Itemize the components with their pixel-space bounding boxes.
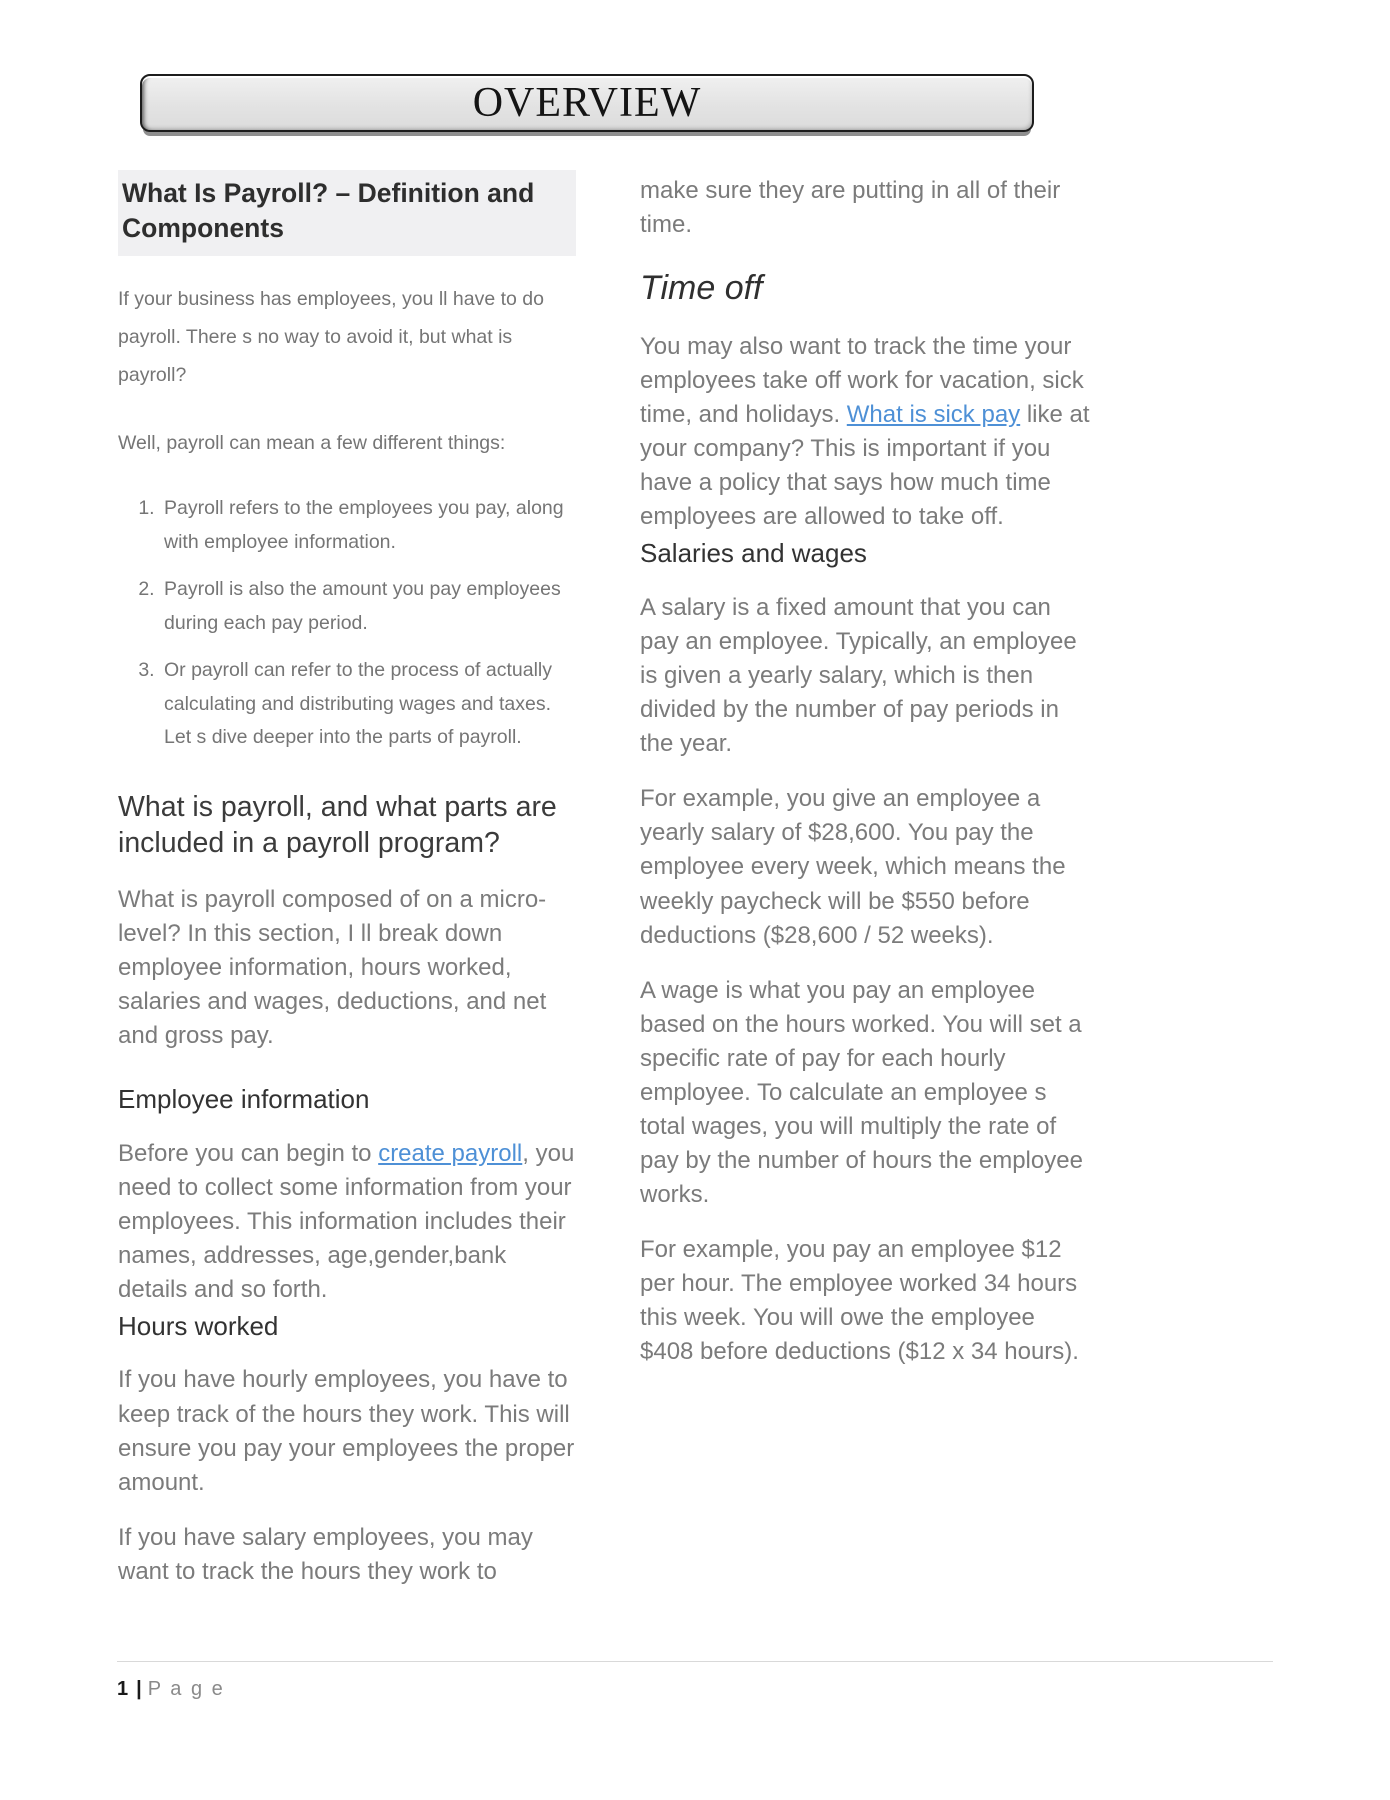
subsection-heading-payroll-program: What is payroll, and what parts are included in a payroll program? <box>118 790 557 860</box>
paragraph-text: like at your company? This is important if you have a policy that says how much time employees are allowed to take off. <box>640 401 1090 531</box>
intro-paragraph-2: Well, payroll can mean a few different things: <box>118 431 506 454</box>
wage-paragraph-2: For example, you pay an employee $12 per hour. The employee worked 34 hours this week. You will owe the employee $408 before deductions ($12 x 34 hours). <box>640 1236 1079 1366</box>
employee-information-paragraph <box>118 1137 576 1307</box>
time-off-paragraph <box>640 330 1093 534</box>
hours-worked-paragraph-2: If you have salary employees, you may want to track the hours they work to <box>118 1523 533 1585</box>
subsection-heading-employee-information: Employee information <box>118 1084 370 1115</box>
hours-worked-paragraph-1: If you have hourly employees, you have to keep track of the hours they work. This will ensure you pay your employees the proper amount. <box>118 1366 575 1496</box>
section-heading-what-is-payroll: What Is Payroll? – Definition and Components <box>118 170 576 256</box>
paragraph-text: , you need to collect some information from your employees. This information includes their names, addresses, age,gender,bank details and so forth. <box>118 1139 575 1303</box>
subsection-heading-salaries-wages: Salaries and wages <box>640 538 867 569</box>
footer-page-label: P a g e <box>147 1678 225 1700</box>
create-payroll-link[interactable]: create payroll <box>378 1139 523 1167</box>
page-number: 1 <box>117 1678 129 1700</box>
footer-divider: | <box>136 1678 142 1700</box>
sick-pay-link[interactable]: What is sick pay <box>846 401 1021 429</box>
paragraph-text: Before you can begin to <box>118 1139 379 1167</box>
list-item: 2. Payroll is also the amount you pay employees during each pay period. <box>160 573 576 640</box>
micro-level-paragraph: What is payroll composed of on a micro-level? In this section, I ll break down employee information, hours worked, salaries and wages, deductions, and net and gross pay. <box>118 885 547 1049</box>
paragraph-text: You may also want to track the time your employees take off work for vacation, sick time, and holidays. <box>640 332 1084 429</box>
payroll-definition-list <box>118 492 576 755</box>
subsection-heading-hours-worked: Hours worked <box>118 1310 279 1341</box>
wage-paragraph-1: A wage is what you pay an employee based on the hours worked. You will set a specific rate of pay for each hourly employee. To calculate an employee s total wages, you will multiply the rate of pay by the number of hours the employee works. <box>640 976 1083 1209</box>
overview-banner <box>140 74 1034 132</box>
two-column-content <box>118 170 1093 1589</box>
salary-paragraph-1: A salary is a fixed amount that you can pay an employee. Typically, an employee is given a yearly salary, which is then divided by the number of pay periods in the year. <box>640 593 1077 758</box>
salary-paragraph-2: For example, you give an employee a yearly salary of $28,600. You pay the employee every week, which means the weekly paycheck will be $550 before deductions ($28,600 / 52 weeks). <box>640 785 1066 949</box>
page-footer <box>117 1661 1273 1701</box>
list-item: 3. Or payroll can refer to the process of actually calculating and distributing wages and taxes. Let s dive deeper into the parts of payroll. <box>160 654 576 755</box>
continuation-paragraph: make sure they are putting in all of their time. <box>640 177 1061 239</box>
list-item: 1. Payroll refers to the employees you pay, along with employee information. <box>160 492 576 559</box>
intro-paragraph-1: If your business has employees, you ll have to do payroll. There s no way to avoid it, but what is payroll? <box>118 287 544 386</box>
left-column <box>118 170 576 1589</box>
right-column <box>640 170 1093 1589</box>
overview-title: OVERVIEW <box>472 80 702 126</box>
subsection-heading-time-off: Time off <box>640 269 763 308</box>
